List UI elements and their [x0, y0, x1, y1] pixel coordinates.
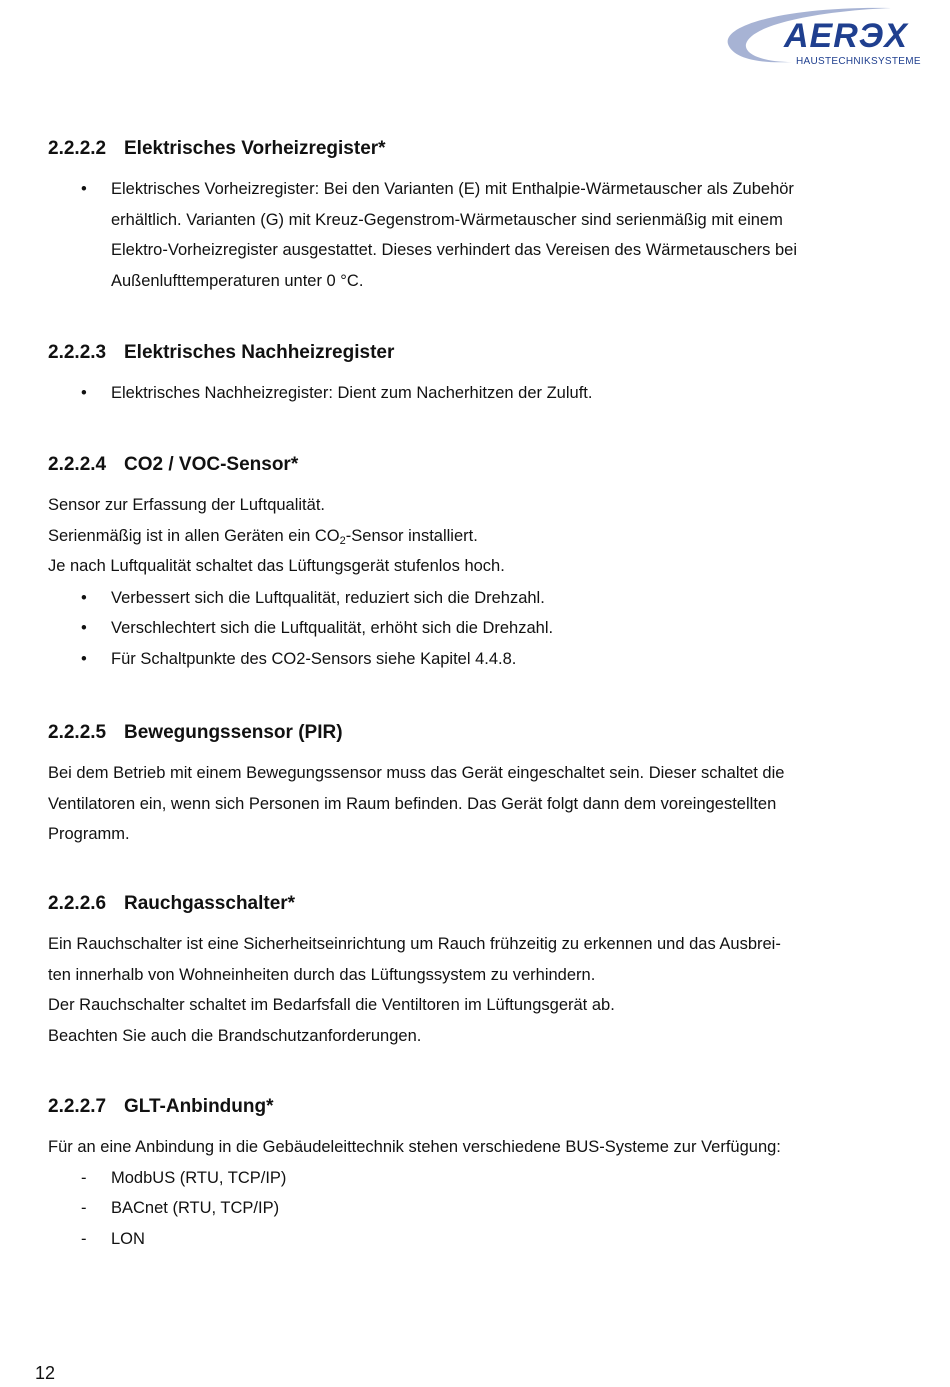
bullet-icon	[81, 378, 87, 409]
list-item: - BACnet (RTU, TCP/IP)	[48, 1193, 868, 1224]
section-heading: 2.2.2.6 Rauchgasschalter*	[48, 893, 296, 914]
bullet-list	[48, 378, 868, 409]
list-item: - LON	[48, 1224, 868, 1255]
list-item: - ModbUS (RTU, TCP/IP)	[48, 1163, 868, 1194]
section-heading: 2.2.2.5 Bewegungssensor (PIR)	[48, 722, 343, 743]
section-rauchgasschalter	[48, 891, 868, 1051]
bullet-icon	[81, 583, 87, 614]
bullet-list	[48, 174, 868, 296]
section-heading: 2.2.2.3 Elektrisches Nachheizregister	[48, 342, 395, 363]
logo-tagline: HAUSTECHNIKSYSTEME	[796, 56, 921, 67]
section-vorheizregister	[48, 136, 868, 296]
paragraph: Sensor zur Erfassung der Luftqualität.	[48, 496, 325, 514]
bullet-icon	[81, 644, 87, 675]
paragraph: Für an eine Anbindung in die Gebäudeleittechnik stehen verschiedene BUS-Systeme zur Verfügung:	[48, 1138, 781, 1156]
list-item: • Für Schaltpunkte des CO2-Sensors siehe Kapitel 4.4.8.	[48, 644, 868, 675]
list-item: • Verschlechtert sich die Luftqualität, erhöht sich die Drehzahl.	[48, 613, 868, 644]
dash-marker	[81, 1193, 87, 1224]
bullet-icon	[81, 613, 87, 644]
list-item: • Elektrisches Nachheizregister: Dient zum Nacherhitzen der Zuluft.	[48, 378, 868, 409]
section-heading: 2.2.2.4 CO2 / VOC-Sensor*	[48, 454, 299, 475]
section-heading: 2.2.2.2 Elektrisches Vorheizregister*	[48, 138, 386, 159]
logo-wordmark: AERЭX	[784, 17, 908, 55]
list-item: • Verbessert sich die Luftqualität, reduziert sich die Drehzahl.	[48, 583, 868, 614]
section-bewegungssensor	[48, 720, 868, 850]
paragraph: Serienmäßig ist in allen Geräten ein $CO_2$-Sensor installiert.	[48, 526, 478, 547]
company-logo	[722, 4, 921, 74]
bullet-list	[48, 583, 868, 675]
page-number: 12	[35, 1363, 56, 1383]
section-nachheizregister	[48, 340, 868, 409]
paragraph: Bei dem Betrieb mit einem Bewegungssensor muss das Gerät eingeschaltet sein. Dieser schaltet die Ventilatoren ein, wenn sich Personen im Raum befinden. Das Gerät folgt dann dem voreingestellten Programm.	[48, 764, 785, 843]
bullet-icon	[81, 174, 87, 205]
section-co2-voc-sensor	[48, 452, 868, 674]
paragraph: Je nach Luftqualität schaltet das Lüftungsgerät stufenlos hoch.	[48, 557, 505, 575]
dash-marker	[81, 1224, 87, 1255]
paragraph: Ein Rauchschalter ist eine Sicherheitseinrichtung um Rauch frühzeitig zu erkennen und das Ausbrei- ten innerhalb von Wohneinheiten durch das Lüftungssystem zu verhindern. Der Rauchschalter schaltet im Bedarfsfall die Ventiltoren im Lüftungsgerät ab. Beachten Sie auch die Brandschutzanforderungen.	[48, 935, 781, 1045]
list-item: • Elektrisches Vorheizregister: Bei den Varianten (E) mit Enthalpie-Wärmetauscher als Zubehör erhältlich. Varianten (G) mit Kreuz-Gegenstrom-Wärmetauscher sind serienmäßig mit einem Elektro-Vorheizregister ausgestattet. Dieses verhindert das Vereisen des Wärmetauschers bei Außenlufttemperaturen unter 0 °C.	[48, 174, 868, 296]
dash-list	[48, 1163, 868, 1255]
dash-marker	[81, 1163, 87, 1194]
section-heading: 2.2.2.7 GLT-Anbindung*	[48, 1096, 274, 1117]
section-glt-anbindung	[48, 1094, 868, 1254]
